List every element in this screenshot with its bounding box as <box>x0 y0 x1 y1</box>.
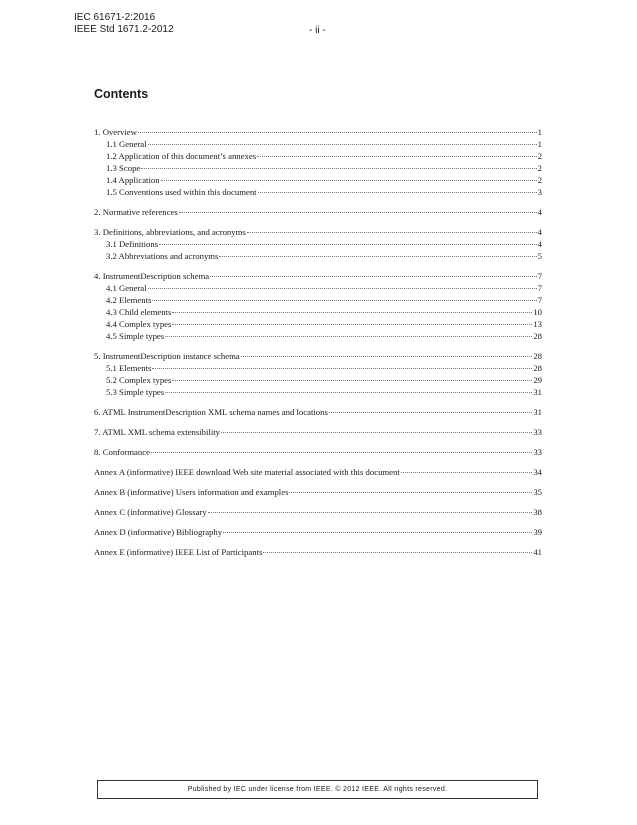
dot-leader <box>152 300 536 301</box>
toc-entry-page: 7 <box>537 283 542 293</box>
toc-group <box>94 426 542 438</box>
toc-entry[interactable] <box>94 426 542 438</box>
dot-leader <box>247 232 537 233</box>
table-of-contents <box>94 126 542 566</box>
toc-entry[interactable] <box>94 186 542 198</box>
toc-entry-page: 31 <box>533 407 542 417</box>
iec-standard-number: IEC 61671-2:2016 <box>74 12 156 23</box>
toc-entry[interactable] <box>94 126 542 138</box>
toc-entry-page: 10 <box>533 307 542 317</box>
toc-entry-page: 2 <box>537 151 542 161</box>
toc-group <box>94 506 542 518</box>
dot-leader <box>241 356 533 357</box>
toc-entry[interactable] <box>94 446 542 458</box>
toc-entry-page: 5 <box>537 251 542 261</box>
toc-entry[interactable] <box>94 150 542 162</box>
dot-leader <box>219 256 536 257</box>
toc-entry[interactable] <box>94 406 542 418</box>
toc-entry[interactable] <box>94 226 542 238</box>
toc-entry-page: 2 <box>537 163 542 173</box>
dot-leader <box>172 324 532 325</box>
dot-leader <box>152 368 532 369</box>
toc-entry[interactable] <box>94 250 542 262</box>
dot-leader <box>289 492 532 493</box>
toc-entry-title: 4.3 Child elements <box>106 307 172 317</box>
toc-entry[interactable] <box>94 386 542 398</box>
dot-leader <box>151 452 532 453</box>
toc-group <box>94 270 542 342</box>
toc-entry-title: 1.3 Scope <box>106 163 141 173</box>
toc-entry-page: 28 <box>533 351 542 361</box>
toc-entry[interactable] <box>94 174 542 186</box>
toc-entry[interactable] <box>94 330 542 342</box>
toc-entry-page: 38 <box>533 507 542 517</box>
toc-group <box>94 446 542 458</box>
toc-entry-title: 5. InstrumentDescription instance schema <box>94 351 240 361</box>
dot-leader <box>223 532 532 533</box>
toc-entry-title: 4.4 Complex types <box>106 319 172 329</box>
toc-entry-title: 5.3 Simple types <box>106 387 165 397</box>
toc-group <box>94 526 542 538</box>
toc-entry-page: 28 <box>533 331 542 341</box>
toc-entry-page: 34 <box>533 467 542 477</box>
contents-title: Contents <box>94 87 149 101</box>
toc-entry-page: 13 <box>533 319 542 329</box>
toc-entry-page: 28 <box>533 363 542 373</box>
dot-leader <box>179 212 537 213</box>
dot-leader <box>401 472 533 473</box>
toc-entry-page: 4 <box>537 207 542 217</box>
toc-entry[interactable] <box>94 294 542 306</box>
toc-entry-title: 1.1 General <box>106 139 147 149</box>
toc-entry[interactable] <box>94 282 542 294</box>
toc-entry-title: 8. Conformance <box>94 447 150 457</box>
ieee-standard-number: IEEE Std 1671.2-2012 <box>74 24 174 35</box>
toc-entry-page: 4 <box>537 227 542 237</box>
dot-leader <box>208 512 533 513</box>
toc-entry-title: 4. InstrumentDescription schema <box>94 271 210 281</box>
toc-group <box>94 466 542 478</box>
toc-entry[interactable] <box>94 270 542 282</box>
toc-entry-title: 3.2 Abbreviations and acronyms <box>106 251 219 261</box>
dot-leader <box>148 288 537 289</box>
toc-entry-title: 6. ATML InstrumentDescription XML schema names and locations <box>94 407 328 417</box>
toc-entry-title: 3. Definitions, abbreviations, and acronyms <box>94 227 246 237</box>
dot-leader <box>172 380 532 381</box>
toc-entry[interactable] <box>94 526 542 538</box>
toc-entry-title: 4.1 General <box>106 283 147 293</box>
toc-entry-title: 1.2 Application of this document’s annexes <box>106 151 257 161</box>
toc-entry-title: 4.5 Simple types <box>106 331 165 341</box>
toc-entry[interactable] <box>94 506 542 518</box>
dot-leader <box>258 192 537 193</box>
dot-leader <box>172 312 532 313</box>
dot-leader <box>141 168 536 169</box>
toc-entry[interactable] <box>94 486 542 498</box>
dot-leader <box>257 156 537 157</box>
toc-entry-title: 3.1 Definitions <box>106 239 159 249</box>
dot-leader <box>210 276 537 277</box>
copyright-footer: Published by IEC under license from IEEE. © 2012 IEEE. All rights reserved. <box>97 780 538 799</box>
toc-entry-title: 1.4 Application <box>106 175 160 185</box>
toc-entry-page: 7 <box>537 295 542 305</box>
toc-group <box>94 226 542 262</box>
toc-entry[interactable] <box>94 466 542 478</box>
dot-leader <box>165 336 532 337</box>
toc-entry-title: Annex E (informative) IEEE List of Participants <box>94 547 263 557</box>
toc-group <box>94 486 542 498</box>
toc-entry-page: 31 <box>533 387 542 397</box>
toc-entry-page: 4 <box>537 239 542 249</box>
dot-leader <box>165 392 532 393</box>
toc-entry[interactable] <box>94 162 542 174</box>
toc-group <box>94 206 542 218</box>
toc-group <box>94 126 542 198</box>
toc-entry-page: 29 <box>533 375 542 385</box>
toc-entry[interactable] <box>94 138 542 150</box>
dot-leader <box>263 552 532 553</box>
toc-entry-title: Annex B (informative) Users information and examples <box>94 487 289 497</box>
page-number: - ii - <box>309 25 326 36</box>
toc-entry-page: 2 <box>537 175 542 185</box>
toc-entry-title: 5.1 Elements <box>106 363 152 373</box>
toc-entry-title: 7. ATML XML schema extensibility <box>94 427 221 437</box>
toc-entry-page: 1 <box>537 139 542 149</box>
toc-entry-title: 4.2 Elements <box>106 295 152 305</box>
toc-entry[interactable] <box>94 206 542 218</box>
toc-entry[interactable] <box>94 350 542 362</box>
toc-group <box>94 546 542 558</box>
toc-entry-page: 35 <box>533 487 542 497</box>
toc-entry[interactable] <box>94 374 542 386</box>
toc-entry-title: Annex C (informative) Glossary <box>94 507 207 517</box>
toc-entry-page: 39 <box>533 527 542 537</box>
toc-entry-page: 33 <box>533 427 542 437</box>
dot-leader <box>148 144 537 145</box>
toc-entry-title: Annex A (informative) IEEE download Web site material associated with this document <box>94 467 400 477</box>
toc-entry-page: 7 <box>537 271 542 281</box>
toc-entry-title: 1. Overview <box>94 127 137 137</box>
toc-entry[interactable] <box>94 546 542 558</box>
toc-entry[interactable] <box>94 306 542 318</box>
toc-entry[interactable] <box>94 362 542 374</box>
toc-entry-page: 1 <box>537 127 542 137</box>
dot-leader <box>159 244 537 245</box>
dot-leader <box>329 412 532 413</box>
dot-leader <box>221 432 532 433</box>
toc-entry[interactable] <box>94 238 542 250</box>
toc-entry-title: 2. Normative references <box>94 207 178 217</box>
toc-group <box>94 350 542 398</box>
toc-entry-title: 1.5 Conventions used within this document <box>106 187 257 197</box>
toc-entry-page: 3 <box>537 187 542 197</box>
toc-entry-title: Annex D (informative) Bibliography <box>94 527 223 537</box>
toc-group <box>94 406 542 418</box>
dot-leader <box>161 180 537 181</box>
toc-entry[interactable] <box>94 318 542 330</box>
toc-entry-page: 41 <box>533 547 542 557</box>
toc-entry-title: 5.2 Complex types <box>106 375 172 385</box>
toc-entry-page: 33 <box>533 447 542 457</box>
dot-leader <box>138 132 537 133</box>
